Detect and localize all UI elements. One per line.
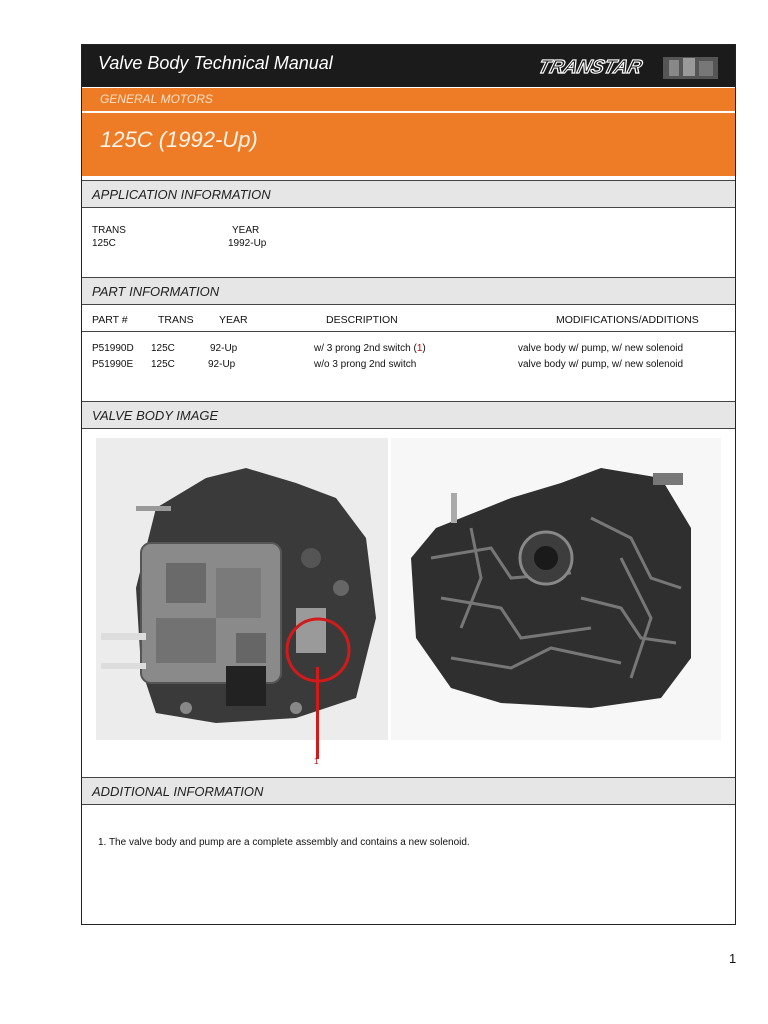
part-section-title: PART INFORMATION [92, 284, 220, 299]
transtar-logo [513, 51, 723, 81]
application-col-year: YEAR [232, 225, 260, 236]
document-frame [81, 44, 736, 925]
part-callout-ref: 1 [416, 343, 423, 354]
col-header-year: YEAR [219, 314, 248, 326]
callout-leader-line [316, 667, 319, 759]
application-col-trans: TRANS [92, 225, 126, 236]
make-bar [82, 88, 735, 111]
part-description: w/o 3 prong 2nd switch [314, 359, 417, 370]
col-header-description: DESCRIPTION [326, 314, 398, 326]
valve-body-photo-back [391, 438, 721, 740]
part-number: P51990D [92, 343, 134, 354]
header-bar [82, 45, 735, 87]
additional-section-header [82, 777, 735, 805]
part-trans: 125C [151, 359, 175, 370]
part-year: 92-Up [210, 343, 238, 354]
part-description [314, 343, 426, 354]
make-label: GENERAL MOTORS [100, 92, 213, 106]
part-header-divider [82, 331, 735, 332]
page-number: 1 [729, 951, 737, 966]
additional-section-title: ADDITIONAL INFORMATION [92, 784, 264, 799]
additional-note: 1. The valve body and pump are a complete assembly and contains a new solenoid. [98, 837, 470, 848]
part-description-end: ) [422, 343, 426, 354]
col-header-trans: TRANS [158, 314, 194, 326]
part-number: P51990E [92, 359, 134, 370]
svg-text:TRANSTAR: TRANSTAR [535, 57, 645, 78]
col-header-modifications: MODIFICATIONS/ADDITIONS [556, 314, 699, 326]
image-section-title: VALVE BODY IMAGE [92, 408, 219, 423]
manual-title: Valve Body Technical Manual [98, 53, 333, 73]
application-section-title: APPLICATION INFORMATION [92, 187, 271, 202]
part-modifications: valve body w/ pump, w/ new solenoid [518, 359, 684, 370]
model-title-bar [82, 113, 735, 176]
application-trans-value: 125C [92, 238, 116, 249]
callout-label: 1 [314, 757, 319, 766]
part-section-header [82, 277, 735, 305]
application-year-value: 1992-Up [228, 238, 267, 249]
part-year: 92-Up [208, 359, 236, 370]
part-modifications: valve body w/ pump, w/ new solenoid [518, 343, 684, 354]
image-section-header [82, 401, 735, 429]
part-description-text: w/ 3 prong 2nd switch ( [314, 343, 417, 354]
col-header-part: PART # [92, 314, 128, 326]
model-title: 125C (1992-Up) [100, 127, 258, 152]
valve-body-photo-front [96, 438, 388, 740]
part-trans: 125C [151, 343, 175, 354]
application-section-header [82, 180, 735, 208]
